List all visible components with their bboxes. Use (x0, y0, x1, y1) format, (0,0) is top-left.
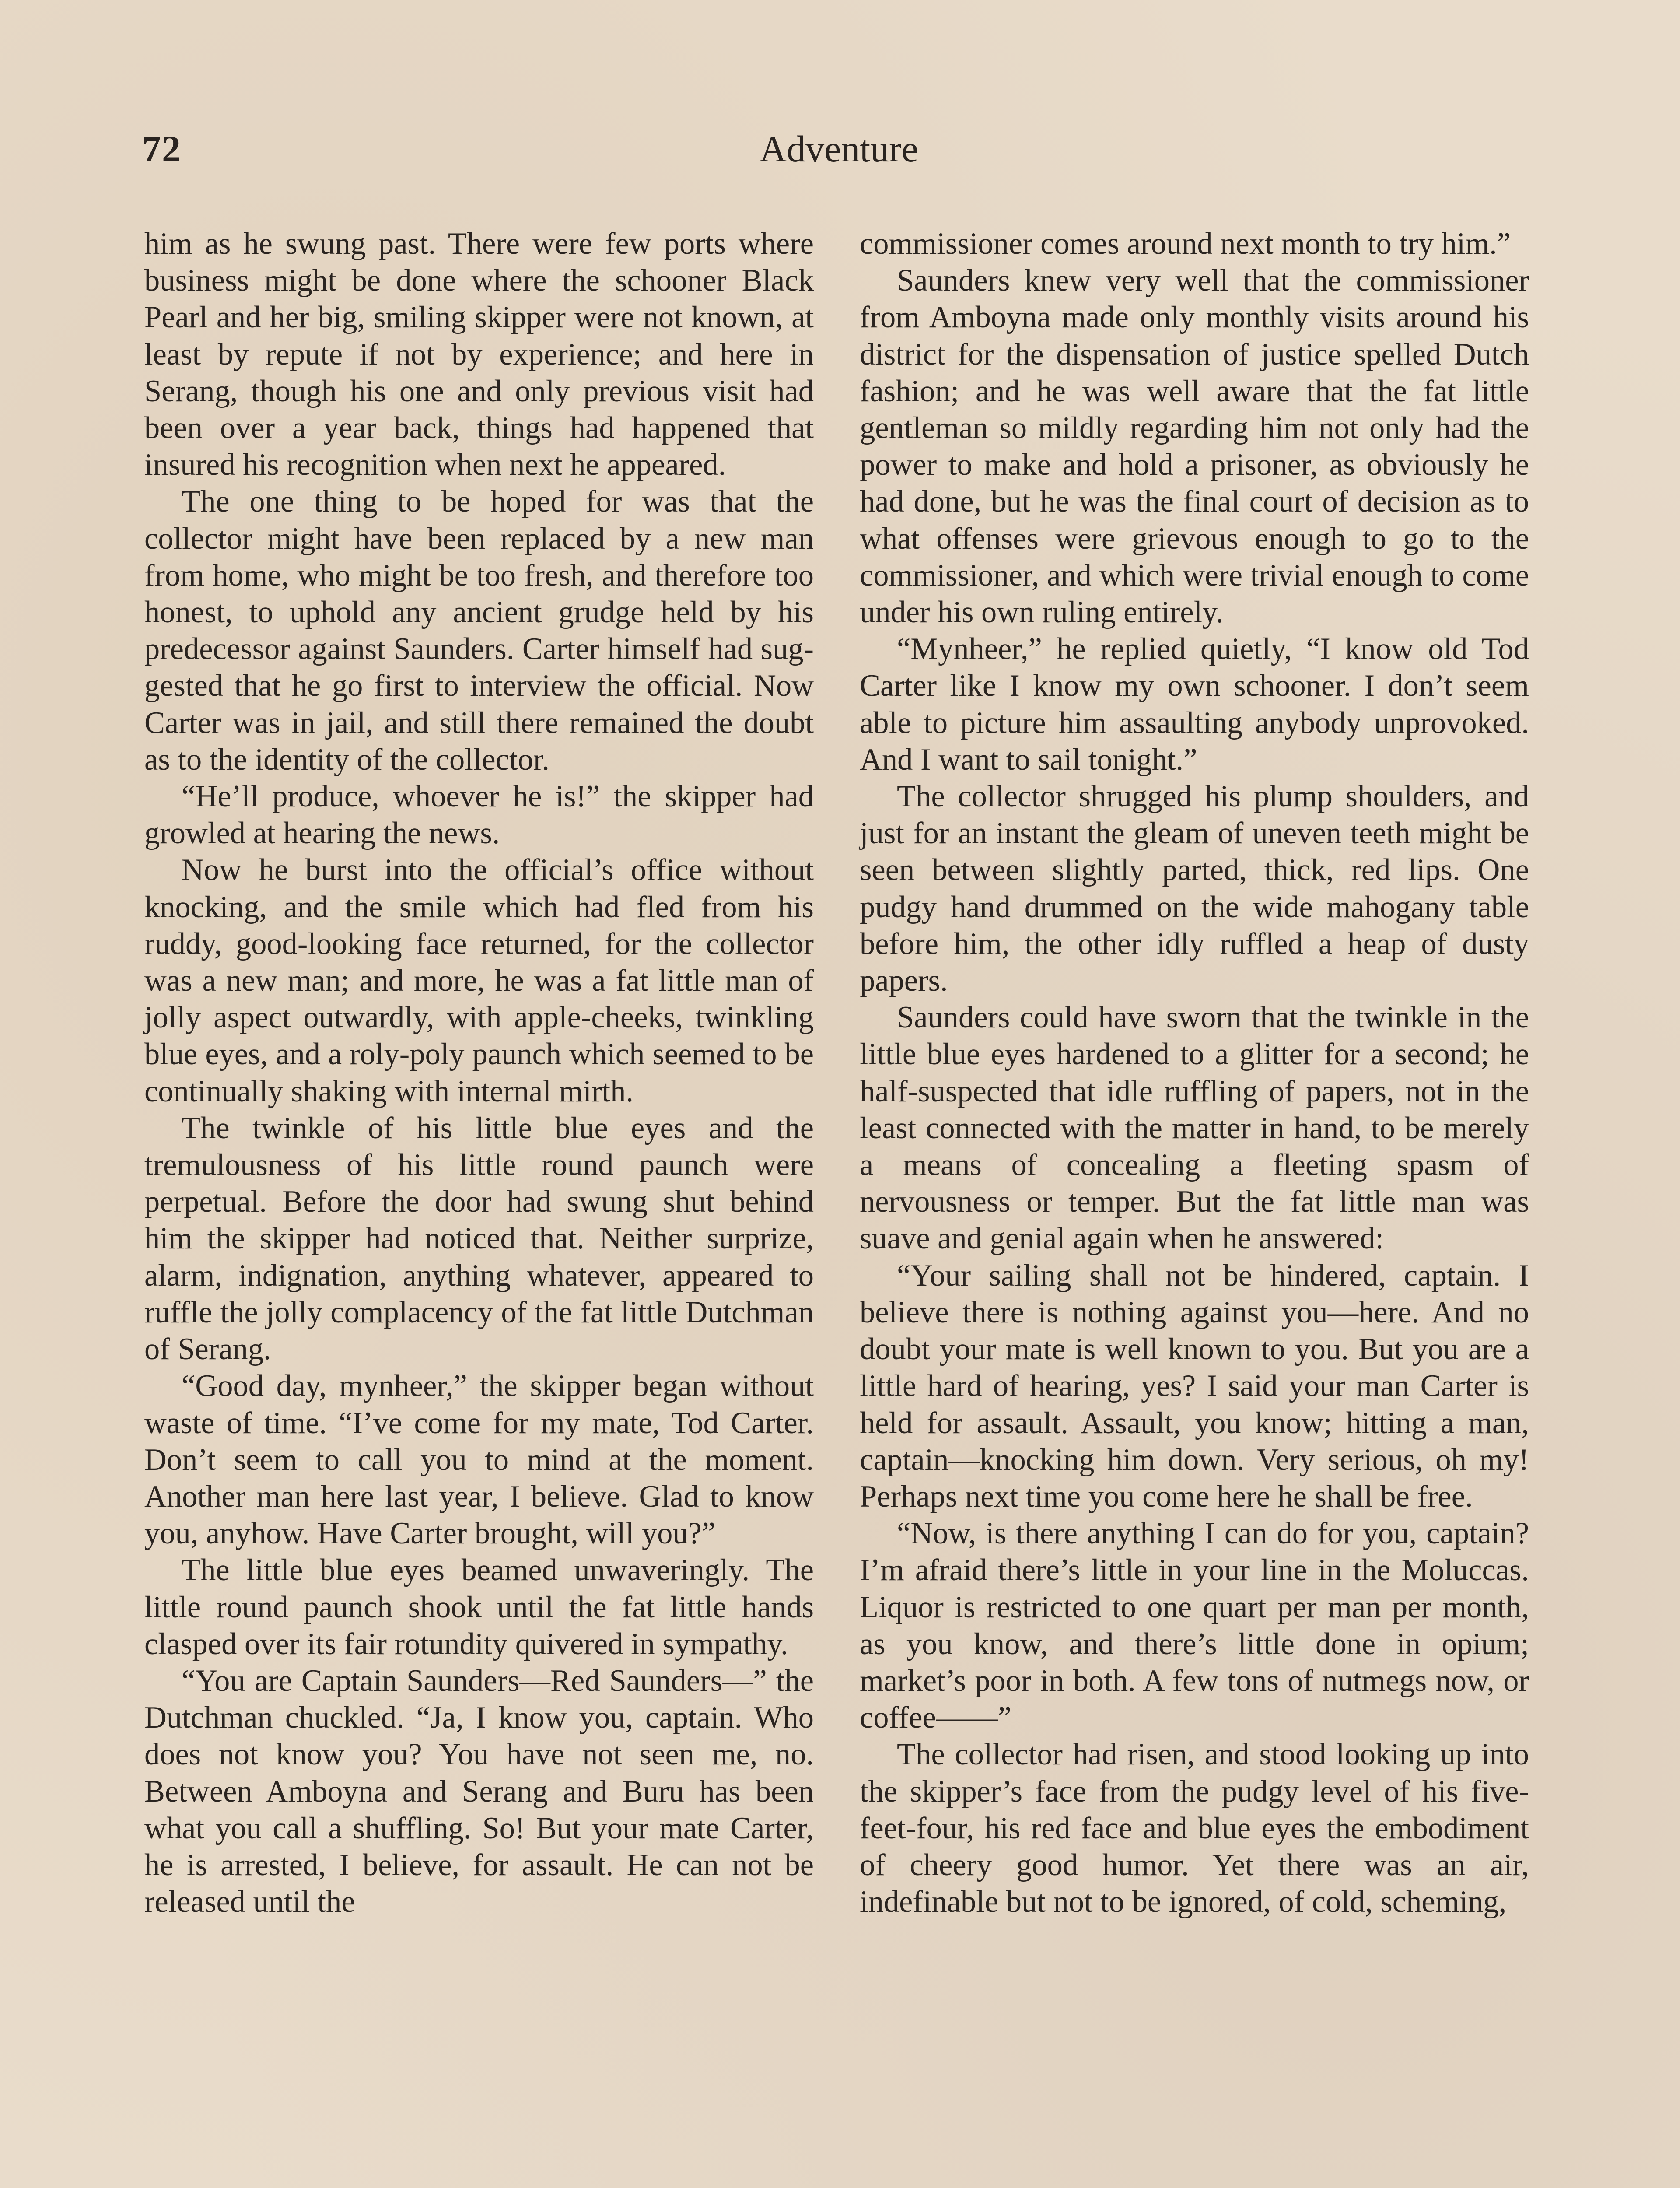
paragraph: him as he swung past. There were few ports where business might be done where the schooner Black Pearl and her big, smiling skipper were not known, at least by repute if not by experience; and here in Serang, though his one and only previous visit had been over a year back, things had happened that insured his recognition when next he appeared. (144, 227, 814, 482)
paragraph: The little blue eyes beamed unwaveringly. The little round paunch shook until the fat little hands clasped over its fair rotundity quivered in sympathy. (144, 1553, 814, 1661)
paragraph: “Now, is there anything I can do for you, captain? I’m afraid there’s little in your line in the Moluccas. Liquor is restricted to one quart per man per month, as you know, and there’s little done in opium; market’s poor in both. A few tons of nutmegs now, or coffee——” (860, 1516, 1529, 1735)
paragraph: Saunders could have sworn that the twinkle in the little blue eyes hardened to a glitter for a second; he half-suspected that idle ruffling of papers, not in the least connected with the matter in hand, to be merely a means of concealing a fleeting spasm of nervousness or temper. But the fat little man was suave and genial again when he answered: (860, 1000, 1529, 1256)
paragraph: The one thing to be hoped for was that the collector might have been replaced by a new man from home, who might be too fresh, and therefore too honest, to uphold any ancient grudge held by his predecessor against Saunders. Carter himself had suggested that he go first to interview the official. Now Carter was in jail, and still there remained the doubt as to the identity of the collector. (144, 484, 814, 777)
paragraph: “Your sailing shall not be hindered, captain. I believe there is nothing against you—here. And no doubt your mate is well known to you. But you are a little hard of hearing, yes? I said your man Carter is held for assault. Assault, you know; hitting a man, captain—knocking him down. Very serious, oh my! Perhaps next time you come here he shall be free. (860, 1258, 1529, 1514)
left-column (144, 225, 814, 1920)
paragraph: “He’ll produce, whoever he is!” the skipper had growled at hearing the news. (144, 779, 814, 851)
paragraph: Saunders knew very well that the commissioner from Amboyna made only monthly visits around his district for the dispensation of justice spelled Dutch fashion; and he was well aware that the fat little gentleman so mildly regarding him not only had the power to make and hold a prisoner, as obviously he had done, but he was the final court of decision as to what offenses were grievous enough to go to the commissioner, and which were trivial enough to come under his own ruling entirely. (860, 263, 1529, 630)
paragraph: The collector shrugged his plump shoulders, and just for an instant the gleam of uneven teeth might be seen between slightly parted, thick, red lips. One pudgy hand drummed on the wide mahogany table before him, the other idly ruffled a heap of dusty papers. (860, 779, 1529, 998)
right-column (860, 225, 1529, 1920)
running-head: Adventure (760, 128, 918, 170)
page-header (142, 127, 1536, 188)
paragraph: “Mynheer,” he replied quietly, “I know old Tod Carter like I know my own schooner. I don’t seem able to picture him assaulting anybody unprovoked. And I want to sail tonight.” (860, 632, 1529, 777)
paragraph: “You are Captain Saunders—Red Saunders—” the Dutchman chuckled. “Ja, I know you, captain. Who does not know you? You have not seen me, no. Between Amboyna and Serang and Buru has been what you call a shuffling. So! But your mate Carter, he is arrested, I believe, for assault. He can not be released until the (144, 1663, 814, 1919)
paragraph: The twinkle of his little blue eyes and the tremulousness of his little round paunch were perpetual. Before the door had swung shut behind him the skipper had noticed that. Neither surprize, alarm, indignation, anything whatever, appeared to ruffle the jolly complacency of the fat little Dutchman of Serang. (144, 1111, 814, 1367)
paragraph: commissioner comes around next month to try him.” (860, 227, 1511, 261)
paragraph: The collector had risen, and stood looking up into the skipper’s face from the pudgy level of his five-feet-four, his red face and blue eyes the embodiment of cheery good humor. Yet there was an air, indefinable but not to be ignored, of cold, scheming, (860, 1737, 1529, 1919)
page-number: 72 (142, 128, 182, 170)
paragraph: “Good day, mynheer,” the skipper began without waste of time. “I’ve come for my mate, Tod Carter. Don’t seem to call you to mind at the moment. Another man here last year, I believe. Glad to know you, anyhow. Have Carter brought, will you?” (144, 1369, 814, 1551)
paragraph: Now he burst into the official’s office without knocking, and the smile which had fled from his ruddy, good-looking face returned, for the collector was a new man; and more, he was a fat little man of jolly aspect outwardly, with apple-cheeks, twinkling blue eyes, and a roly-poly paunch which seemed to be continually shaking with internal mirth. (144, 853, 814, 1108)
